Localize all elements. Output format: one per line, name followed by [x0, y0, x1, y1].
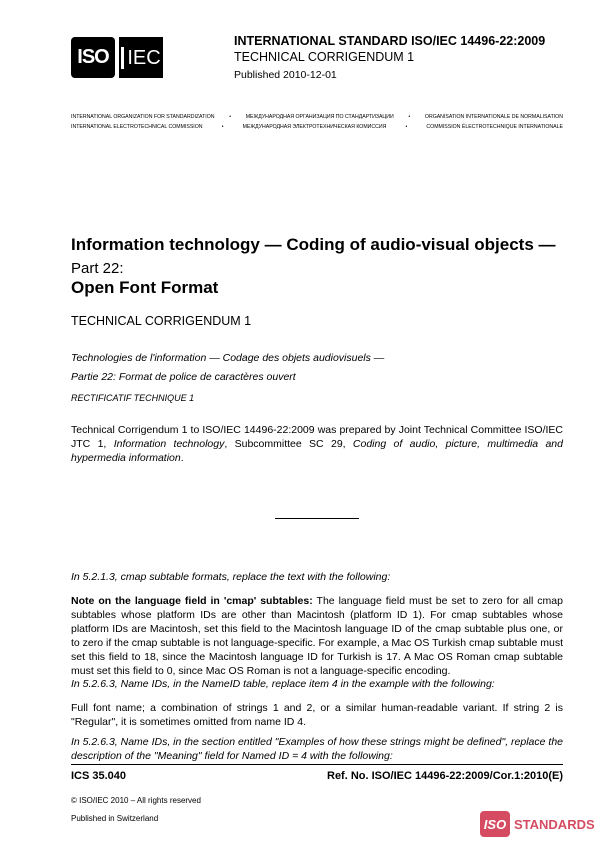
- published-date: Published 2010-12-01: [234, 69, 337, 81]
- org-name: COMMISSION ÉLECTROTECHNIQUE INTERNATIONALE: [426, 124, 563, 130]
- ics-code: ICS 35.040: [71, 770, 127, 782]
- organizations-row-2: [71, 124, 563, 130]
- note-heading: Note on the language field in 'cmap' subtables:: [71, 595, 313, 607]
- french-part-title: Partie 22: Format de police de caractères ouvert: [71, 371, 296, 383]
- intro-paragraph: [71, 423, 563, 465]
- standard-title: INTERNATIONAL STANDARD ISO/IEC 14496-22:2009: [234, 34, 546, 48]
- intro-text-1: Technical Corrigendum 1 to ISO/IEC 14496-22:2009 was prepared by Joint Technical Committee ISO/IEC JTC 1,: [71, 424, 563, 450]
- separator-line: [275, 518, 359, 519]
- bullet: •: [405, 124, 408, 130]
- watermark-iso-badge: ISO: [480, 811, 510, 837]
- full-font-name-paragraph: Full font name; a combination of strings 1 and 2, or a similar human-readable variant. If string 2 is "Regular", it is sometimes omitted from name ID 4.: [71, 702, 563, 728]
- published-in: Published in Switzerland: [71, 814, 159, 823]
- instruction-1: In 5.2.1.3, cmap subtable formats, replace the text with the following:: [71, 571, 391, 583]
- footer-rule: [71, 764, 563, 765]
- org-name: МЕЖДУНАРОДНАЯ ОРГАНИЗАЦИЯ ПО СТАНДАРТИЗАЦИИ: [245, 114, 394, 120]
- instruction-2: In 5.2.6.3, Name IDs, in the NameID table, replace item 4 in the example with the following:: [71, 678, 495, 690]
- note-text: The language field must be set to zero for all cmap subtables whose platform IDs are other than Macintosh (platform ID 1). For cmap subtables whose platform IDs are Macintosh, set this field to the Macintosh language ID of the cmap subtable plus one, or to zero if the cmap subtable is not language-specific. For example, a Mac OS Turkish cmap subtable must set this field to 18, since the Macintosh language ID for Turkish is 17. A Mac OS Roman cmap subtable must set this field to 0, since Mac OS Roman is not a language-specific encoding.: [71, 595, 563, 677]
- instruction-3: In 5.2.6.3, Name IDs, in the section entitled "Examples of how these strings might be defined", replace the description of the "Meaning" field for Named ID = 4 with the following:: [71, 736, 563, 762]
- org-name: INTERNATIONAL ORGANIZATION FOR STANDARDIZATION: [71, 114, 215, 120]
- document-title: Information technology — Coding of audio-visual objects —: [71, 235, 556, 254]
- intro-text-2: , Subcommittee SC 29,: [224, 438, 353, 450]
- org-name: ORGANISATION INTERNATIONALE DE NORMALISATION: [424, 114, 563, 120]
- iec-logo: [119, 37, 163, 78]
- intro-text-3: .: [180, 452, 184, 464]
- part-label: Part 22:: [71, 260, 124, 277]
- iso-standards-watermark: [480, 811, 595, 837]
- corrigendum-label: TECHNICAL CORRIGENDUM 1: [234, 50, 415, 64]
- part-title: Open Font Format: [71, 278, 219, 297]
- iso-logo-text: ISO: [77, 46, 109, 68]
- note-paragraph: [71, 594, 563, 678]
- bullet: •: [408, 114, 411, 120]
- org-name: МЕЖДУНАРОДНАЯ ЭЛЕКТРОТЕХНИЧЕСКАЯ КОМИССИЯ: [242, 124, 387, 130]
- org-name: INTERNATIONAL ELECTROTECHNICAL COMMISSION: [71, 124, 203, 130]
- copyright-notice: © ISO/IEC 2010 – All rights reserved: [71, 796, 201, 805]
- iso-logo: [71, 37, 115, 78]
- bullet: •: [229, 114, 231, 120]
- technical-corrigendum-label: TECHNICAL CORRIGENDUM 1: [71, 314, 252, 328]
- bullet: •: [221, 124, 224, 130]
- reference-number: Ref. No. ISO/IEC 14496-22:2009/Cor.1:2010(E): [327, 770, 563, 782]
- intro-committee-name: Information technology: [113, 438, 225, 450]
- organizations-row-1: [71, 114, 563, 120]
- watermark-text: STANDARDS: [514, 816, 595, 832]
- intro-subcommittee-name: Coding of audio, picture, multimedia and hypermedia information: [71, 438, 563, 464]
- french-title: Technologies de l'information — Codage des objets audiovisuels —: [71, 352, 385, 364]
- iec-logo-text: IEC: [121, 47, 160, 69]
- french-rectificatif: RECTIFICATIF TECHNIQUE 1: [71, 393, 195, 403]
